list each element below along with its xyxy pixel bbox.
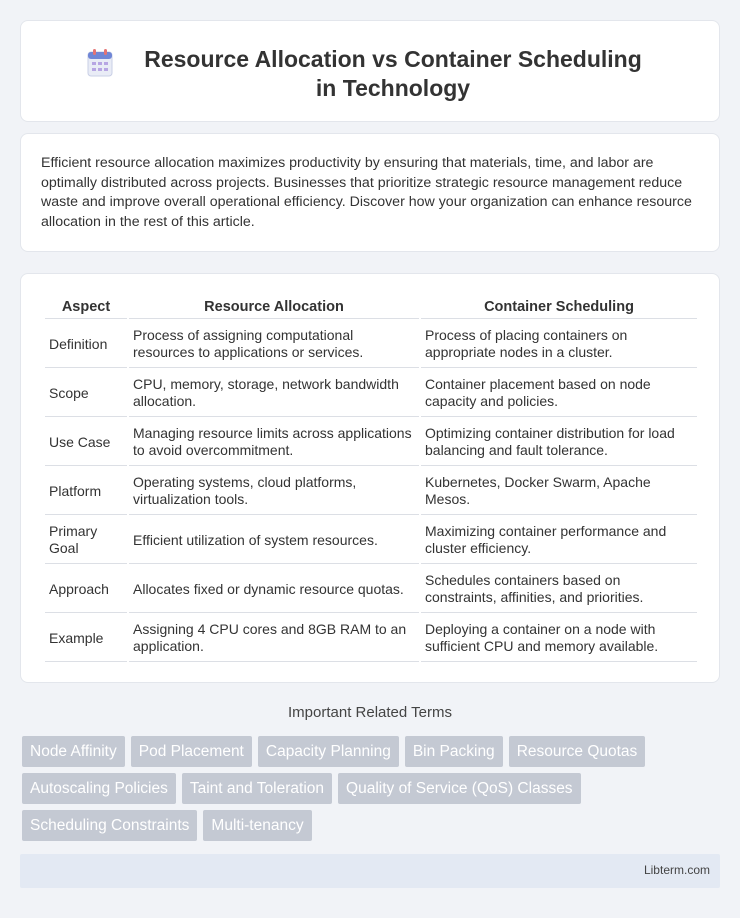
tag-taint-and-toleration[interactable]: Taint and Toleration bbox=[182, 773, 332, 804]
tag-qos-classes[interactable]: Quality of Service (QoS) Classes bbox=[338, 773, 581, 804]
intro-paragraph: Efficient resource allocation maximizes productivity by ensuring that materials, time, and labor are optimally distributed across projects. Businesses that prioritize strategic resource management reduce waste and improve overall operational efficiency. Discover how your organization can enhance resource allocation in the rest of this article. bbox=[41, 155, 692, 230]
row-resource-allocation: Process of assigning computational resources to applications or services. bbox=[129, 321, 419, 368]
footer-site-link[interactable]: Libterm.com bbox=[643, 863, 710, 877]
table-row bbox=[45, 370, 697, 417]
row-resource-allocation: Assigning 4 CPU cores and 8GB RAM to an application. bbox=[129, 615, 419, 662]
table-row bbox=[45, 468, 697, 515]
table-header-row bbox=[45, 296, 697, 319]
row-resource-allocation: Allocates fixed or dynamic resource quotas. bbox=[129, 566, 419, 613]
row-aspect: Example bbox=[45, 615, 127, 662]
related-terms-heading: Important Related Terms bbox=[288, 704, 452, 721]
page-title: Resource Allocation vs Container Scheduling in Technology bbox=[144, 46, 642, 101]
row-aspect: Scope bbox=[45, 370, 127, 417]
row-aspect: Approach bbox=[45, 566, 127, 613]
row-container-scheduling: Optimizing container distribution for load balancing and fault tolerance. bbox=[421, 419, 697, 466]
header-container-scheduling: Container Scheduling bbox=[421, 296, 697, 319]
footer bbox=[20, 854, 720, 888]
row-container-scheduling: Schedules containers based on constraints, affinities, and priorities. bbox=[421, 566, 697, 613]
comparison-table-card bbox=[20, 273, 720, 683]
title-card bbox=[20, 20, 720, 122]
table-row bbox=[45, 566, 697, 613]
tag-scheduling-constraints[interactable]: Scheduling Constraints bbox=[22, 810, 197, 841]
tag-capacity-planning[interactable]: Capacity Planning bbox=[258, 736, 399, 767]
row-resource-allocation: Managing resource limits across applications to avoid overcommitment. bbox=[129, 419, 419, 466]
table-row bbox=[45, 419, 697, 466]
tag-resource-quotas[interactable]: Resource Quotas bbox=[509, 736, 646, 767]
row-resource-allocation: CPU, memory, storage, network bandwidth allocation. bbox=[129, 370, 419, 417]
intro-card bbox=[20, 133, 720, 252]
row-aspect: Use Case bbox=[45, 419, 127, 466]
header-resource-allocation: Resource Allocation bbox=[129, 296, 419, 319]
tag-autoscaling-policies[interactable]: Autoscaling Policies bbox=[22, 773, 176, 804]
tag-multi-tenancy[interactable]: Multi-tenancy bbox=[203, 810, 311, 841]
title-row bbox=[21, 21, 719, 103]
header-aspect: Aspect bbox=[45, 296, 127, 319]
row-aspect: Platform bbox=[45, 468, 127, 515]
row-resource-allocation: Efficient utilization of system resources. bbox=[129, 517, 419, 564]
calendar-icon bbox=[87, 49, 113, 77]
row-resource-allocation: Operating systems, cloud platforms, virtualization tools. bbox=[129, 468, 419, 515]
comparison-table bbox=[43, 294, 699, 664]
tag-pod-placement[interactable]: Pod Placement bbox=[131, 736, 252, 767]
row-container-scheduling: Container placement based on node capacity and policies. bbox=[421, 370, 697, 417]
row-container-scheduling: Maximizing container performance and cluster efficiency. bbox=[421, 517, 697, 564]
tag-bin-packing[interactable]: Bin Packing bbox=[405, 736, 503, 767]
table-row bbox=[45, 321, 697, 368]
row-container-scheduling: Deploying a container on a node with sufficient CPU and memory available. bbox=[421, 615, 697, 662]
table-row bbox=[45, 615, 697, 662]
row-container-scheduling: Kubernetes, Docker Swarm, Apache Mesos. bbox=[421, 468, 697, 515]
table-row bbox=[45, 517, 697, 564]
row-aspect: Definition bbox=[45, 321, 127, 368]
related-terms-tags bbox=[22, 736, 722, 847]
row-container-scheduling: Process of placing containers on appropriate nodes in a cluster. bbox=[421, 321, 697, 368]
tag-node-affinity[interactable]: Node Affinity bbox=[22, 736, 125, 767]
row-aspect: Primary Goal bbox=[45, 517, 127, 564]
